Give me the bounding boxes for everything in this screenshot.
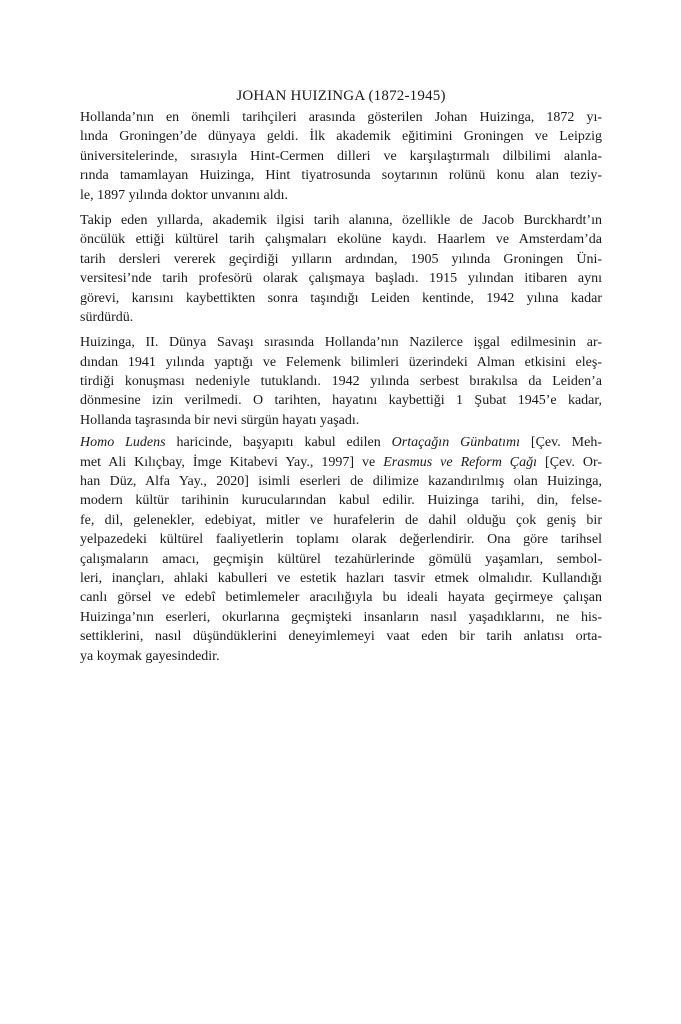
text-line: öncülük ettiği kültürel tarih çalışmaları ekolüne kaydı. Haarlem ve Amsterdam’da — [80, 232, 602, 248]
text-span: haricinde, başyapıtı kabul edilen — [165, 435, 392, 451]
book-title-homo-ludens: Homo Ludens — [80, 435, 166, 451]
text-line-mixed — [80, 453, 602, 472]
text-span: [Çev. Meh- — [520, 435, 602, 451]
text-line: canlı görsel ve edebî betimlemeler aracılığıyla bu ideali hayata geçirmeye çalışan — [80, 590, 602, 606]
book-title-erasmus: Erasmus ve Reform Çağı — [383, 454, 538, 470]
text-line: Hollanda taşrasında bir nevi sürgün hayatı yaşadı. — [80, 412, 360, 428]
text-line: üniversitelerinde, sırasıyla Hint-Cermen dilleri ve karşılaştırmalı dilbilimi alanla- — [80, 148, 602, 164]
text-line: han Düz, Alfa Yay., 2020] isimli eserleri de dilimize kazandırılmış olan Huizinga, — [80, 474, 602, 490]
paragraph-2 — [80, 211, 602, 327]
paragraph-4 — [80, 433, 602, 666]
paragraph-3 — [80, 333, 602, 430]
text-span: met Ali Kılıçbay, İmge Kitabevi Yay., 1997] ve — [80, 454, 384, 470]
text-line: rında tamamlayan Huizinga, Hint tiyatrosunda soytarının rolünü konu alan teziy- — [80, 168, 602, 184]
text-line: settiklerini, nasıl düşündüklerini deneyimlemeyi vaat eden bir tarih anlatısı orta- — [80, 629, 602, 645]
text-line: le, 1897 yılında doktor unvanını aldı. — [80, 187, 289, 203]
text-line-mixed — [80, 433, 602, 452]
text-line: çalışmaların amacı, geçmişin kültürel tezahürlerinde gömülü yaşamları, sembol- — [80, 551, 602, 567]
text-line: fe, dil, gelenekler, edebiyat, mitler ve hurafelerin de dahil olduğu çok geniş bir — [80, 512, 602, 528]
text-line: lında Groningen’de dünyaya geldi. İlk akademik eğitimini Groningen ve Leipzig — [80, 129, 602, 145]
text-line: sürdürdü. — [80, 309, 134, 325]
page-content — [80, 86, 602, 672]
page-title: JOHAN HUIZINGA (1872-1945) — [236, 88, 446, 104]
text-line: ya koymak gayesindedir. — [80, 648, 220, 664]
text-line: Hollanda’nın en önemli tarihçileri arasında gösterilen Johan Huizinga, 1872 yı- — [80, 110, 602, 125]
text-line: modern kültür tarihinin kurucularından kabul edilir. Huizinga tarihi, din, felse- — [80, 493, 602, 509]
text-line: tirdiği konuşması nedeniyle tutuklandı. 1942 yılında serbest bırakılsa da Leiden’a — [80, 374, 602, 390]
text-line: Huizinga, II. Dünya Savaşı sırasında Hollanda’nın Nazilerce işgal edilmesinin ar- — [80, 335, 602, 351]
text-line: görevi, karısını kaybettikten sonra taşındığı Leiden kentinde, 1942 yılına kadar — [80, 290, 602, 306]
text-line: Huizinga’nın eserleri, okurlarına geçmişteki insanların nasıl yaşadıklarını, ne his- — [80, 609, 602, 625]
text-line: leri, inançları, ahlaki kabulleri ve estetik hazları tasvir etmek olmalıdır. Kullandığı — [80, 570, 602, 586]
text-span: [Çev. Or- — [537, 454, 602, 470]
text-line: dönmesine izin verilmedi. O tarihten, hayatını kaybettiği 1 Şubat 1945’e kadar, — [80, 393, 602, 409]
text-line: Takip eden yıllarda, akademik ilgisi tarih alanına, özellikle de Jacob Burckhardt’ın — [80, 212, 602, 228]
text-line: tarih dersleri vererek geçirdiği yılların ardından, 1905 yılında Groningen Üni- — [80, 251, 602, 267]
text-line: yelpazedeki kültürel faaliyetlerin toplamı olarak değerlendirir. Ona göre tarihsel — [80, 532, 602, 548]
paragraph-1 — [80, 108, 602, 205]
text-line: versitesi’nde tarih profesörü olarak çalışmaya başladı. 1915 yılından itibaren aynı — [80, 271, 602, 287]
text-line: dından 1941 yılında yaptığı ve Felemenk bilimleri üzerindeki Alman etkisini eleş- — [80, 354, 602, 370]
book-title-ortacagin-gunbatimi: Ortaçağın Günbatımı — [391, 435, 521, 451]
